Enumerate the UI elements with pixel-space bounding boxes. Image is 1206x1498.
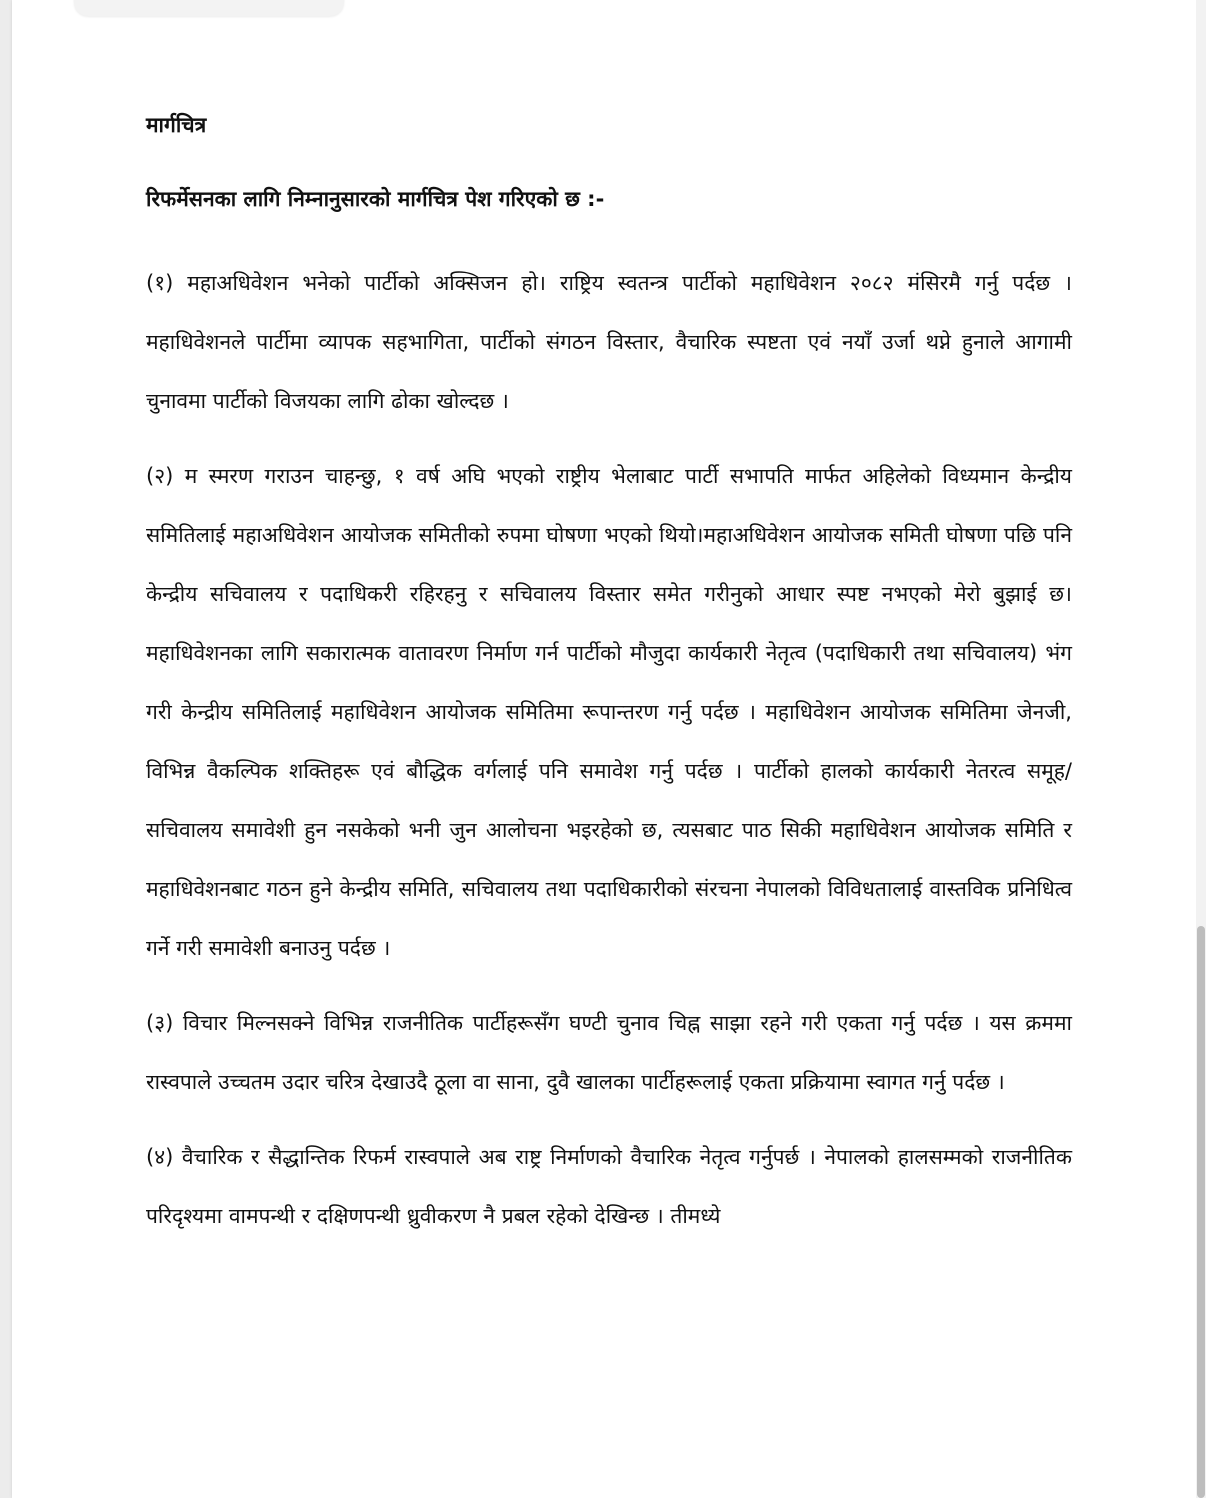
scrollbar-thumb[interactable]: [1197, 926, 1205, 1498]
document-content: [146, 108, 1072, 1262]
vertical-scrollbar[interactable]: [1196, 0, 1206, 1498]
document-page: [12, 0, 1196, 1498]
paragraph-4: (४) वैचारिक र सैद्धान्तिक रिफर्म रास्वपाले अब राष्ट्र निर्माणको वैचारिक नेतृत्व गर्नुपर्छ । नेपालको हालसम्मको राजनीतिक परिदृश्यमा वामपन्थी र दक्षिणपन्थी ध्रुवीकरण नै प्रबल रहेको देखिन्छ । तीमध्ये: [146, 1145, 1072, 1228]
viewer-top-tab: [74, 0, 344, 16]
paragraph-3: (३) विचार मिल्नसक्ने विभिन्न राजनीतिक पार्टीहरूसँग घण्टी चुनाव चिह्न साझा रहने गरी एकता गर्नु पर्दछ । यस क्रममा रास्वपाले उच्चतम उदार चरित्र देखाउदै ठूला वा साना, दुवै खालका पार्टीहरूलाई एकता प्रक्रियामा स्वागत गर्नु पर्दछ ।: [146, 1011, 1072, 1094]
paragraph-1: (१) महाअधिवेशन भनेको पार्टीको अक्सिजन हो। राष्ट्रिय स्वतन्त्र पार्टीको महाधिवेशन २०८२ मंसिरमै गर्नु पर्दछ । महाधिवेशनले पार्टीमा व्यापक सहभागिता, पार्टीको संगठन विस्तार, वैचारिक स्पष्टता एवं नयाँ उर्जा थप्ने हुनाले आगामी चुनावमा पार्टीको विजयका लागि ढोका खोल्दछ ।: [146, 271, 1072, 413]
document-title: मार्गचित्र: [146, 113, 207, 137]
document-subtitle: रिफर्मेसनका लागि निम्नानुसारको मार्गचित्र पेश गरिएको छ :-: [146, 187, 605, 211]
paragraph-2: (२) म स्मरण गराउन चाहन्छु, १ वर्ष अघि भएको राष्ट्रीय भेलाबाट पार्टी सभापति मार्फत अहिलेको विध्यमान केन्द्रीय समितिलाई महाअधिवेशन आयोजक समितीको रुपमा घोषणा भएको थियो।महाअधिवेशन आयोजक समिती घोषणा पछि पनि केन्द्रीय सचिवालय र पदाधिकरी रहिरहनु र सचिवालय विस्तार समेत गरीनुको आधार स्पष्ट नभएको मेरो बुझाई छ। महाधिवेशनका लागि सकारात्मक वातावरण निर्माण गर्न पार्टीको मौजुदा कार्यकारी नेतृत्व (पदाधिकारी तथा सचिवालय) भंग गरी केन्द्रीय समितिलाई महाधिवेशन आयोजक समितिमा रूपान्तरण गर्नु पर्दछ । महाधिवेशन आयोजक समितिमा जेनजी, विभिन्न वैकल्पिक शक्तिहरू एवं बौद्धिक वर्गलाई पनि समावेश गर्नु पर्दछ । पार्टीको हालको कार्यकारी नेतरत्व समूह/ सचिवालय समावेशी हुन नसकेको भनी जुन आलोचना भइरहेको छ, त्यसबाट पाठ सिकी महाधिवेशन आयोजक समिति र महाधिवेशनबाट गठन हुने केन्द्रीय समिति, सचिवालय तथा पदाधिकारीको संरचना नेपालको विविधतालाई वास्तविक प्रनिधित्व गर्ने गरी समावेशी बनाउनु पर्दछ ।: [146, 464, 1072, 960]
